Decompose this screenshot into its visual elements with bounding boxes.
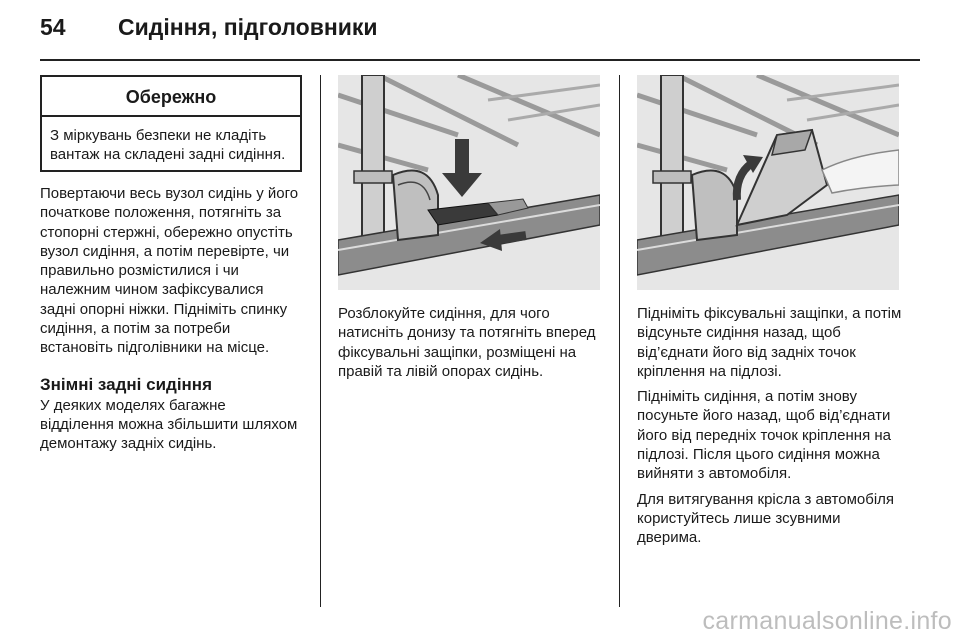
instructions-remove-seat xyxy=(637,304,905,554)
page-header xyxy=(40,14,920,48)
caution-box xyxy=(40,75,302,172)
caption-unlock-text: Розблокуйте сидіння, для чого натисніть донизу та потягніть вперед фіксувальні защіпки, розміщені на правій та лівій опорах сидінь. xyxy=(338,305,596,380)
column-1 xyxy=(40,75,302,454)
caption-unlock xyxy=(338,304,610,387)
seat-latch-illustration-2 xyxy=(637,75,899,290)
section-heading: Знімні задні сидіння xyxy=(40,374,212,394)
watermark: carmanualsonline.info xyxy=(702,607,952,635)
body-paragraph: Повертаючи весь вузол сидінь у його початкове положення, потягніть за стопорні стержні, обережно опустіть вузол сидіння, а потім перевірте, чи правильно розмістилися і чи належним чином зафіксувалися задні опорні ніжки. Підніміть спинку сидіння, а потім за потреби встановіть підголівники на місце. xyxy=(40,185,299,357)
page-title: Сидіння, підголовники xyxy=(118,14,378,40)
header-rule xyxy=(40,59,920,61)
instruction-paragraph-2: Підніміть сидіння, а потім знову посуньте його назад, щоб від’єднати його від передніх точок кріплення на підлозі. Після цього сидіння можна вийняти з автомобіля. xyxy=(637,388,891,483)
section-text: У деяких моделях багажне відділення можна збільшити шляхом демонтажу задніх сидінь. xyxy=(40,396,298,453)
column-divider-2 xyxy=(619,75,620,607)
instruction-paragraph-1: Підніміть фіксувальні защіпки, а потім відсуньте сидіння назад, щоб від’єднати його від задніх точок кріплення на підлозі. xyxy=(637,305,902,380)
page-number: 54 xyxy=(40,14,66,40)
seat-latch-illustration-1 xyxy=(338,75,600,290)
caution-title: Обережно xyxy=(42,77,300,117)
instruction-paragraph-3: Для витягування крісла з автомобіля користуйтесь лише зсувними дверима. xyxy=(637,490,895,547)
caution-text: З міркувань безпеки не кладіть вантаж на складені задні сидіння. xyxy=(50,127,286,163)
column-divider-1 xyxy=(320,75,321,607)
